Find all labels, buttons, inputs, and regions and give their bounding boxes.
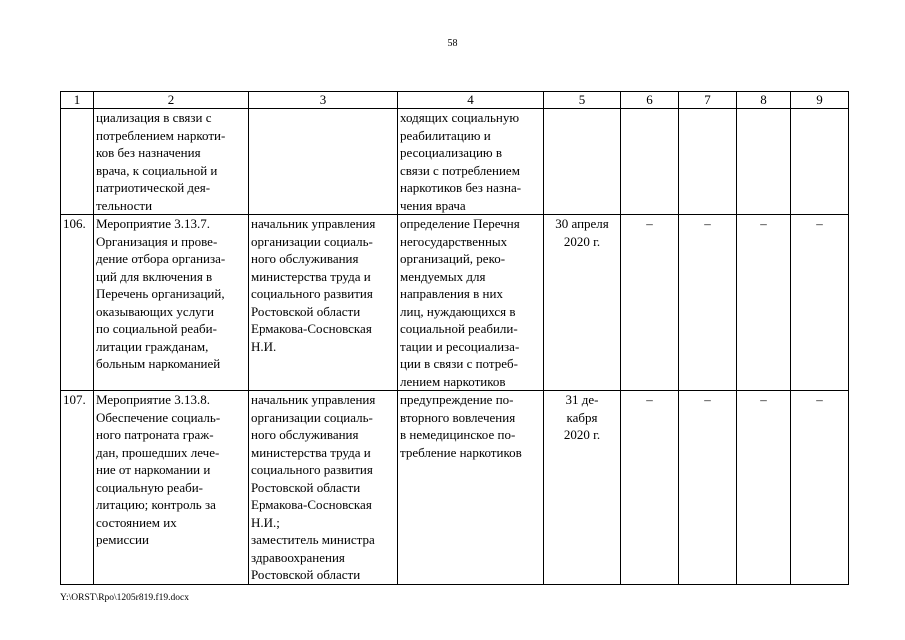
col-header: 9 xyxy=(791,92,849,109)
continuation-row xyxy=(61,109,849,215)
table-row xyxy=(61,215,849,391)
cell-dash: – xyxy=(679,215,737,391)
cell-result: определение Перечня негосударственных организаций, реко- мендуемых для направления в них лиц, нуждающихся в социальной реабили- тации и ресоциализа- ции в связи с потреб- лением наркотиков xyxy=(398,215,544,391)
cell-result: ходящих социальную реабилитацию и ресоциализацию в связи с потреблением наркотиков без назна- чения врача xyxy=(398,109,544,215)
cell-measure: Мероприятие 3.13.8. Обеспечение социаль- ного патроната граж- дан, прошедших лече- ние от наркомании и социальную реаби- литацию; контроль за состоянием их ремиссии xyxy=(94,391,249,585)
cell-dash: – xyxy=(737,391,791,585)
cell-dash: – xyxy=(737,215,791,391)
cell-dash: – xyxy=(621,215,679,391)
cell-result: предупреждение по- вторного вовлечения в немедицинское по- требление наркотиков xyxy=(398,391,544,585)
cell-responsible: начальник управления организации социаль- ного обслуживания министерства труда и социального развития Ростовской области Ермакова-Сосновская Н.И.; заместитель министра здравоохранения Ростовской области xyxy=(249,391,398,585)
measures-table xyxy=(60,91,849,585)
col-header: 5 xyxy=(544,92,621,109)
row-number: 106. xyxy=(61,215,94,391)
cell-measure: Мероприятие 3.13.7. Организация и прове- дение отбора организа- ций для включения в Перечень организаций, оказывающих услуги по социальной реаби- литации гражданам, больным наркоманией xyxy=(94,215,249,391)
col-header: 1 xyxy=(61,92,94,109)
file-path-footer: Y:\ORST\Rpo\1205r819.f19.docx xyxy=(60,593,189,603)
cell-dash: – xyxy=(621,391,679,585)
cell-dash: – xyxy=(791,391,849,585)
col-header: 6 xyxy=(621,92,679,109)
cell-responsible: начальник управления организации социаль- ного обслуживания министерства труда и социального развития Ростовской области Ермакова-Сосновская Н.И. xyxy=(249,215,398,391)
page-number: 58 xyxy=(447,38,458,49)
cell-dash: – xyxy=(791,215,849,391)
row-number: 107. xyxy=(61,391,94,585)
col-header: 7 xyxy=(679,92,737,109)
table-row xyxy=(61,391,849,585)
cell-deadline: 31 де- кабря 2020 г. xyxy=(544,391,621,585)
col-header: 2 xyxy=(94,92,249,109)
header-row xyxy=(61,92,849,109)
col-header: 3 xyxy=(249,92,398,109)
cell-responsible xyxy=(249,109,398,215)
cell-deadline: 30 апреля 2020 г. xyxy=(544,215,621,391)
cell-num xyxy=(61,109,94,215)
col-header: 8 xyxy=(737,92,791,109)
cell-measure: циализация в связи с потреблением наркоти- ков без назначения врача, к социальной и патриотической дея- тельности xyxy=(94,109,249,215)
cell-dash: – xyxy=(679,391,737,585)
col-header: 4 xyxy=(398,92,544,109)
